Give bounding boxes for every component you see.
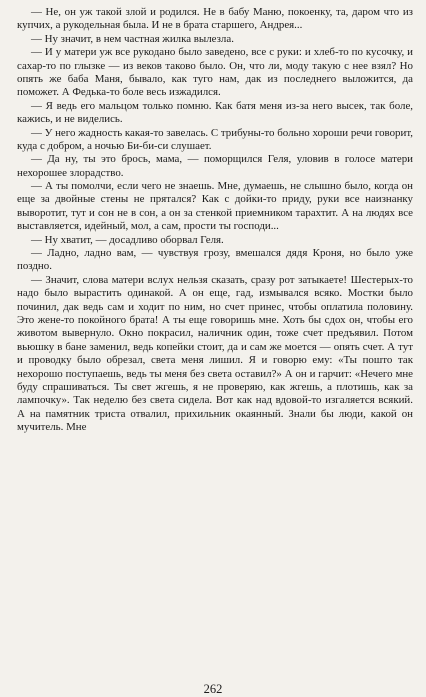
paragraph-4: — Я ведь его мальцом только помню. Как батя меня из-за него высек, так боле, кажись, и не виделись.	[17, 99, 413, 126]
paragraph-8: — Ну хватит, — досадливо оборвал Геля.	[31, 233, 224, 246]
paragraph-6: — Да ну, ты это брось, мама, — поморщился Геля, уловив в голосе матери нехорошее злорадство.	[17, 153, 413, 179]
paragraph-3: — И у матери уж все рукодано было заведено, все с руки: и хлеб-то по кусочку, и сахар-то по глызке — из веков таково было. Он, что ли, моду такую с нее взял? Но опять же баба Маня, бывало, как туго нам, дак из последнего выложится, да поможет. А Федька-то боле весь изжадился.	[17, 46, 413, 99]
paragraph-7: — А ты помолчи, если чего не знаешь. Мне, думаешь, не слышно было, когда он еще за двойные стены не прятался? Как с дойки-то приду, руки все наизнанку выворотит, тут и сон не в сон, а он за стенкой приемником тарахтит. А на людях все выставляется, идейный, мол, а сам, прости ты господи...	[17, 180, 413, 233]
paragraph-10: — Значит, слова матери вслух нельзя сказать, сразу рот затыкаете! Шестерых-то надо было вырастить одинакой. А он еще, гад, измывался всяко. Мостки было починил, дак ведь сам и ходит по ним, но счет принес, чтобы оплатила половину. Это жене-то покойного брата! А ты еще говоришь мне. Хоть бы сдох он, чтобы его животом вывернуло. Окно покрасил, наличник один, тоже счет предъявил. Потом вьюшку в бане заменил, ведь копейки стоит, да и сам же моется — опять счет. А тут и проводку было обрезал, света меня лишил. Я и говорю ему: «Ты пошто так нехорошо поступаешь, ведь ты меня без света оставил?» А он и гарчит: «Нечего мне буду спрашиваться. Ты свет жгешь, я не проверяю, как жгешь, а плотишь, как за лампочку». Так неделю без света сидела. Вот как над вдовой-то изгаляется всякий. А на памятник триста отвалил, прихильник окаянный. Знали бы люди, какой он мучитель. Мне	[17, 273, 413, 434]
paragraph-1: — Не, он уж такой злой и родился. Не в бабу Маню, покоенку, та, даром что из купчих, а рукодельная была. И не в брата старшего, Андрея...	[17, 6, 413, 32]
page-number: 262	[203, 682, 223, 696]
paragraph-5: — У него жадность какая-то завелась. С трибуны-то больно хороши речи говорит, куда с добром, а ночью Би-би-си слушает.	[17, 126, 413, 152]
paragraph-9: — Ладно, ладно вам, — чувствуя грозу, вмешался дядя Кроня, но было уже поздно.	[17, 247, 413, 273]
paragraph-2: — Ну значит, в нем частная жилка вылезла.	[31, 32, 234, 45]
book-page	[17, 6, 413, 690]
